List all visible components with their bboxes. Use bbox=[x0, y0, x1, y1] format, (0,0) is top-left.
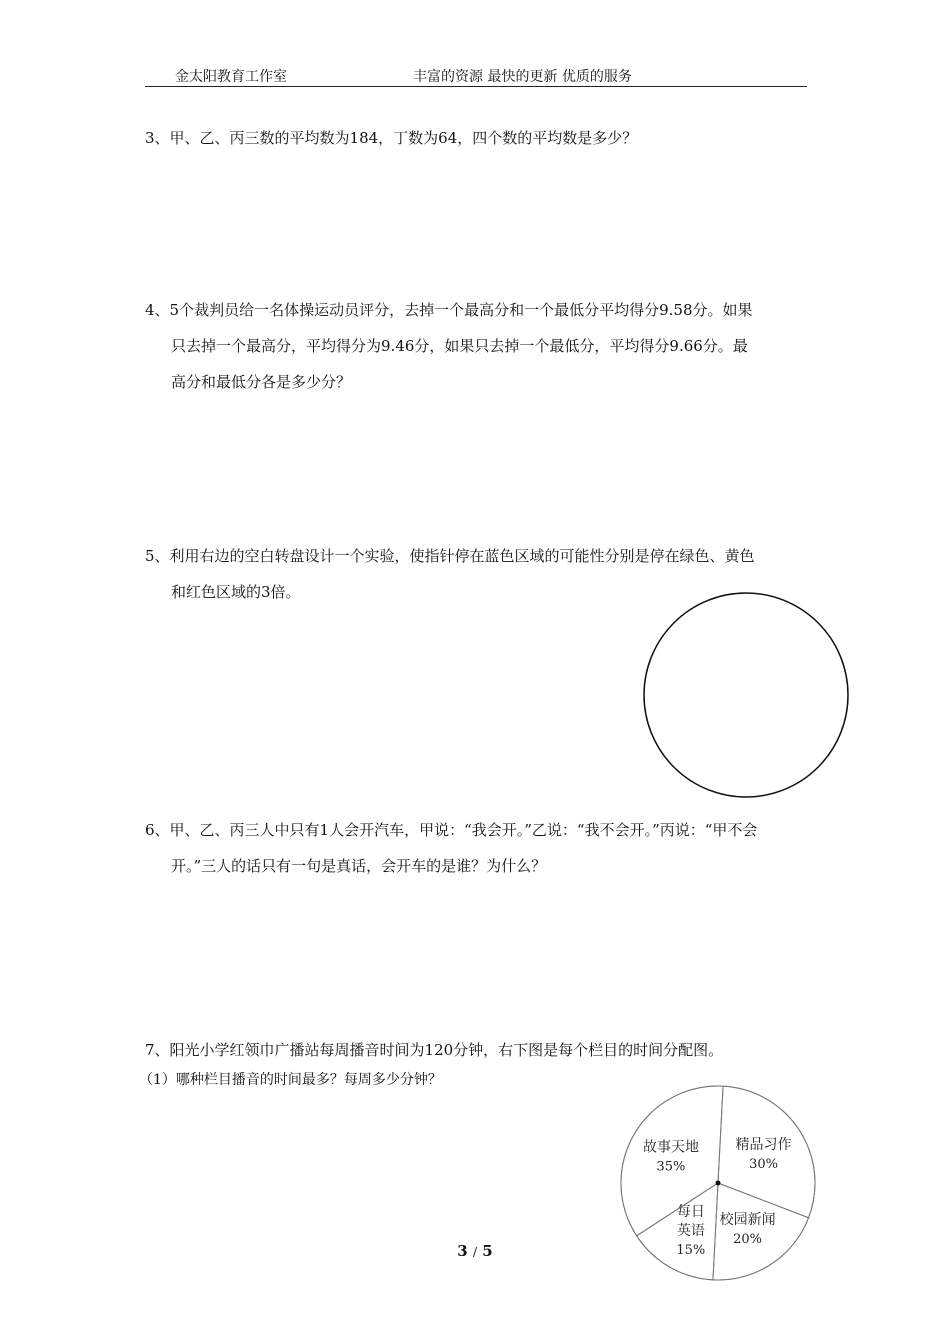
question-4 bbox=[145, 292, 810, 400]
question-7-sub1: （1）哪种栏目播音的时间最多？每周多少分钟？ bbox=[139, 1072, 442, 1088]
question-5-line2: 和红色区域的3倍。 bbox=[171, 583, 301, 601]
page-total: 5 bbox=[482, 1242, 493, 1260]
page-number bbox=[0, 1242, 950, 1260]
header-right: 丰富的资源 最快的更新 优质的服务 bbox=[413, 69, 632, 85]
pie-slice-1-name: 精品习作 bbox=[735, 1136, 792, 1153]
pie-center-dot bbox=[716, 1181, 721, 1186]
page-separator: / bbox=[472, 1245, 478, 1259]
blank-spinner bbox=[636, 585, 856, 805]
question-6 bbox=[145, 812, 810, 884]
pie-slice-2-name: 校园新闻 bbox=[719, 1212, 776, 1229]
pie-slice-3-percent: 15% bbox=[676, 1243, 706, 1259]
question-4-line1: 4、5个裁判员给一名体操运动员评分，去掉一个最高分和一个最低分平均得分9.58分。如果 bbox=[145, 301, 753, 319]
question-4-line3: 高分和最低分各是多少分？ bbox=[171, 373, 352, 391]
pie-slice-1-percent: 30% bbox=[749, 1156, 779, 1172]
question-3-line1: 3、甲、乙、丙三数的平均数为184，丁数为64，四个数的平均数是多少？ bbox=[145, 129, 638, 147]
question-6-line1: 6、甲、乙、丙三人中只有1人会开汽车，甲说：“我会开。”乙说：“我不会开。”丙说：“甲不会 bbox=[145, 821, 758, 839]
pie-slice-4-percent: 35% bbox=[656, 1159, 686, 1175]
pie-slice-3-name: 每日 bbox=[676, 1204, 705, 1221]
question-5-line1: 5、利用右边的空白转盘设计一个实验，使指针停在蓝色区域的可能性分别是停在绿色、黄色 bbox=[145, 547, 755, 565]
pie-slice-4-name: 故事天地 bbox=[642, 1139, 699, 1156]
question-7-line1: 7、阳光小学红领巾广播站每周播音时间为120分钟，右下图是每个栏目的时间分配图。 bbox=[145, 1041, 724, 1059]
pie-slice-2-percent: 20% bbox=[733, 1232, 763, 1248]
spinner-circle bbox=[644, 593, 848, 797]
pie-slice-3-name: 英语 bbox=[676, 1223, 705, 1240]
question-3 bbox=[145, 120, 810, 156]
page-header bbox=[145, 66, 807, 87]
question-6-line2: 开。”三人的话只有一句是真话，会开车的是谁？为什么？ bbox=[171, 857, 547, 875]
question-4-line2: 只去掉一个最高分，平均得分为9.46分，如果只去掉一个最低分，平均得分9.66分。最 bbox=[171, 337, 748, 355]
page-current: 3 bbox=[457, 1242, 468, 1260]
header-left: 金太阳教育工作室 bbox=[175, 69, 287, 85]
